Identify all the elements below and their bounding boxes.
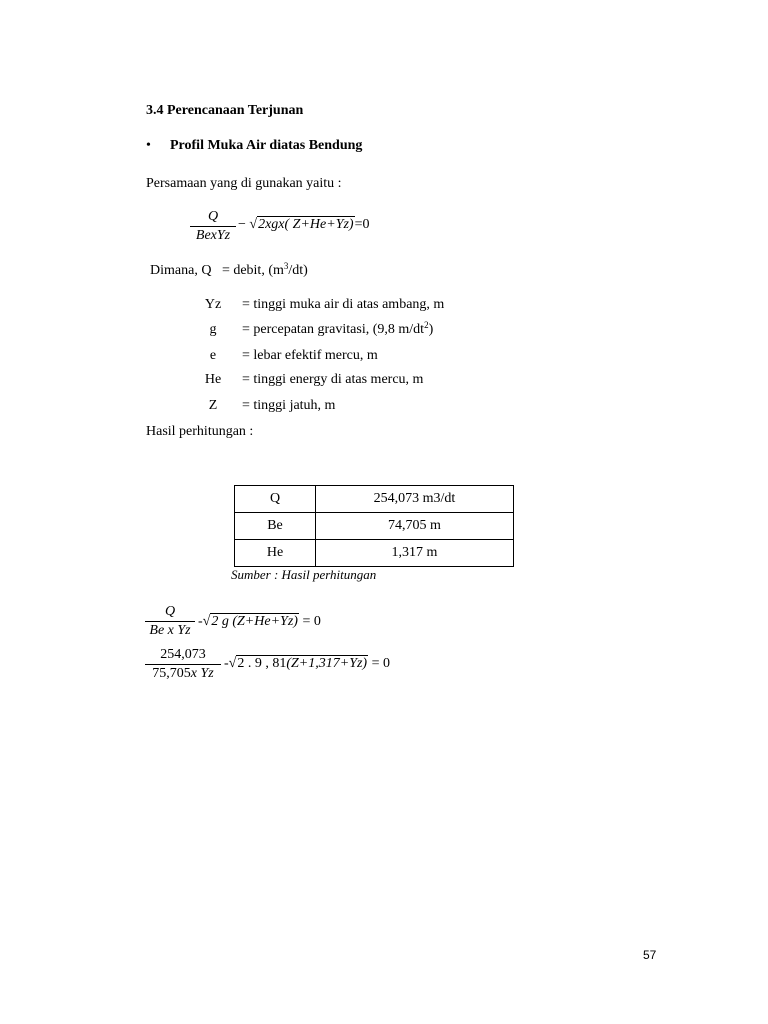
eq2-denominator: Be x Yz — [149, 623, 191, 638]
def-symbol: e — [209, 348, 217, 363]
def-row-e — [192, 348, 592, 368]
def-row-yz — [192, 297, 592, 317]
table-row — [235, 540, 514, 567]
def-row-he — [192, 372, 592, 392]
def-q-text: = debit, (m — [221, 263, 284, 278]
def-q-sup: 3 — [283, 261, 289, 271]
eq2-numerator: Q — [164, 604, 176, 619]
eq3-numerator: 254,073 — [160, 647, 206, 662]
def-row-g — [192, 322, 592, 342]
def-text: = tinggi muka air di atas ambang, m — [242, 297, 445, 312]
eq1-denominator: BexYz — [195, 228, 231, 243]
table-key: He — [235, 540, 316, 567]
def-tail: ) — [428, 322, 434, 337]
table-row — [235, 513, 514, 540]
bullet-text: Profil Muka Air diatas Bendung — [170, 138, 363, 153]
eq3-equals: = 0 — [371, 656, 391, 671]
def-text-wrap — [242, 322, 433, 338]
intro-text: Persamaan yang di gunakan yaitu : — [146, 176, 342, 191]
def-text: = percepatan gravitasi, (9,8 m/dt — [242, 322, 425, 337]
eq3-sqrt-sign: √ — [228, 656, 237, 671]
page-number: 57 — [643, 948, 657, 962]
def-row-z — [192, 398, 592, 418]
def-symbol: He — [204, 372, 222, 387]
eq3-fraction — [145, 647, 221, 682]
def-sup: 2 — [424, 320, 429, 330]
eq1-fraction — [190, 209, 236, 244]
table-key: Q — [235, 486, 316, 513]
def-lead-row — [150, 263, 308, 279]
bullet-item — [146, 138, 151, 154]
eq1-sqrt-sign: √ — [249, 217, 258, 232]
def-symbol: g — [209, 322, 217, 337]
eq3-radicand-num: 2 . 9 , 81 — [237, 656, 287, 671]
eq3-radicand-paren: (Z+1,317+Yz) — [286, 656, 368, 671]
results-table — [234, 485, 514, 567]
eq2-radicand: 2 g (Z+He+Yz) — [211, 614, 298, 629]
section-title: 3.4 Perencanaan Terjunan — [146, 103, 304, 118]
def-text: = lebar efektif mercu, m — [242, 348, 378, 363]
table-value: 254,073 m3/dt — [316, 486, 514, 513]
hasil-label: Hasil perhitungan : — [146, 424, 254, 439]
eq3-rhs — [224, 656, 390, 672]
eq2-minus: - — [198, 614, 203, 629]
eq1-numerator: Q — [207, 209, 219, 224]
table-row — [235, 486, 514, 513]
table-value: 1,317 m — [316, 540, 514, 567]
eq1-minus: − — [238, 217, 246, 232]
table-key: Be — [235, 513, 316, 540]
eq1-radicand: 2xgx( Z+He+Yz) — [258, 217, 354, 232]
eq1-equals: =0 — [354, 217, 370, 232]
def-symbol: Z — [208, 398, 218, 413]
eq1-rhs — [238, 217, 370, 233]
def-lead: Dimana, Q — [150, 263, 212, 278]
eq2-rhs — [198, 614, 321, 630]
eq3-denominator-num: 75,705 — [152, 666, 191, 681]
eq3-denominator — [145, 665, 221, 682]
def-symbol: Yz — [204, 297, 222, 312]
eq3-minus: - — [224, 656, 229, 671]
table-caption: Sumber : Hasil perhitungan — [231, 567, 377, 582]
def-text: = tinggi jatuh, m — [242, 398, 336, 413]
bullet-dot: • — [146, 138, 151, 153]
def-text: = tinggi energy di atas mercu, m — [242, 372, 424, 387]
eq2-sqrt-sign: √ — [202, 614, 211, 629]
eq2-fraction — [145, 604, 195, 639]
eq3-radicand — [236, 655, 368, 671]
def-q-tail: /dt) — [288, 263, 308, 278]
table-value: 74,705 m — [316, 513, 514, 540]
eq3-denominator-var: x Yz — [190, 666, 214, 681]
eq2-equals: = 0 — [302, 614, 321, 629]
